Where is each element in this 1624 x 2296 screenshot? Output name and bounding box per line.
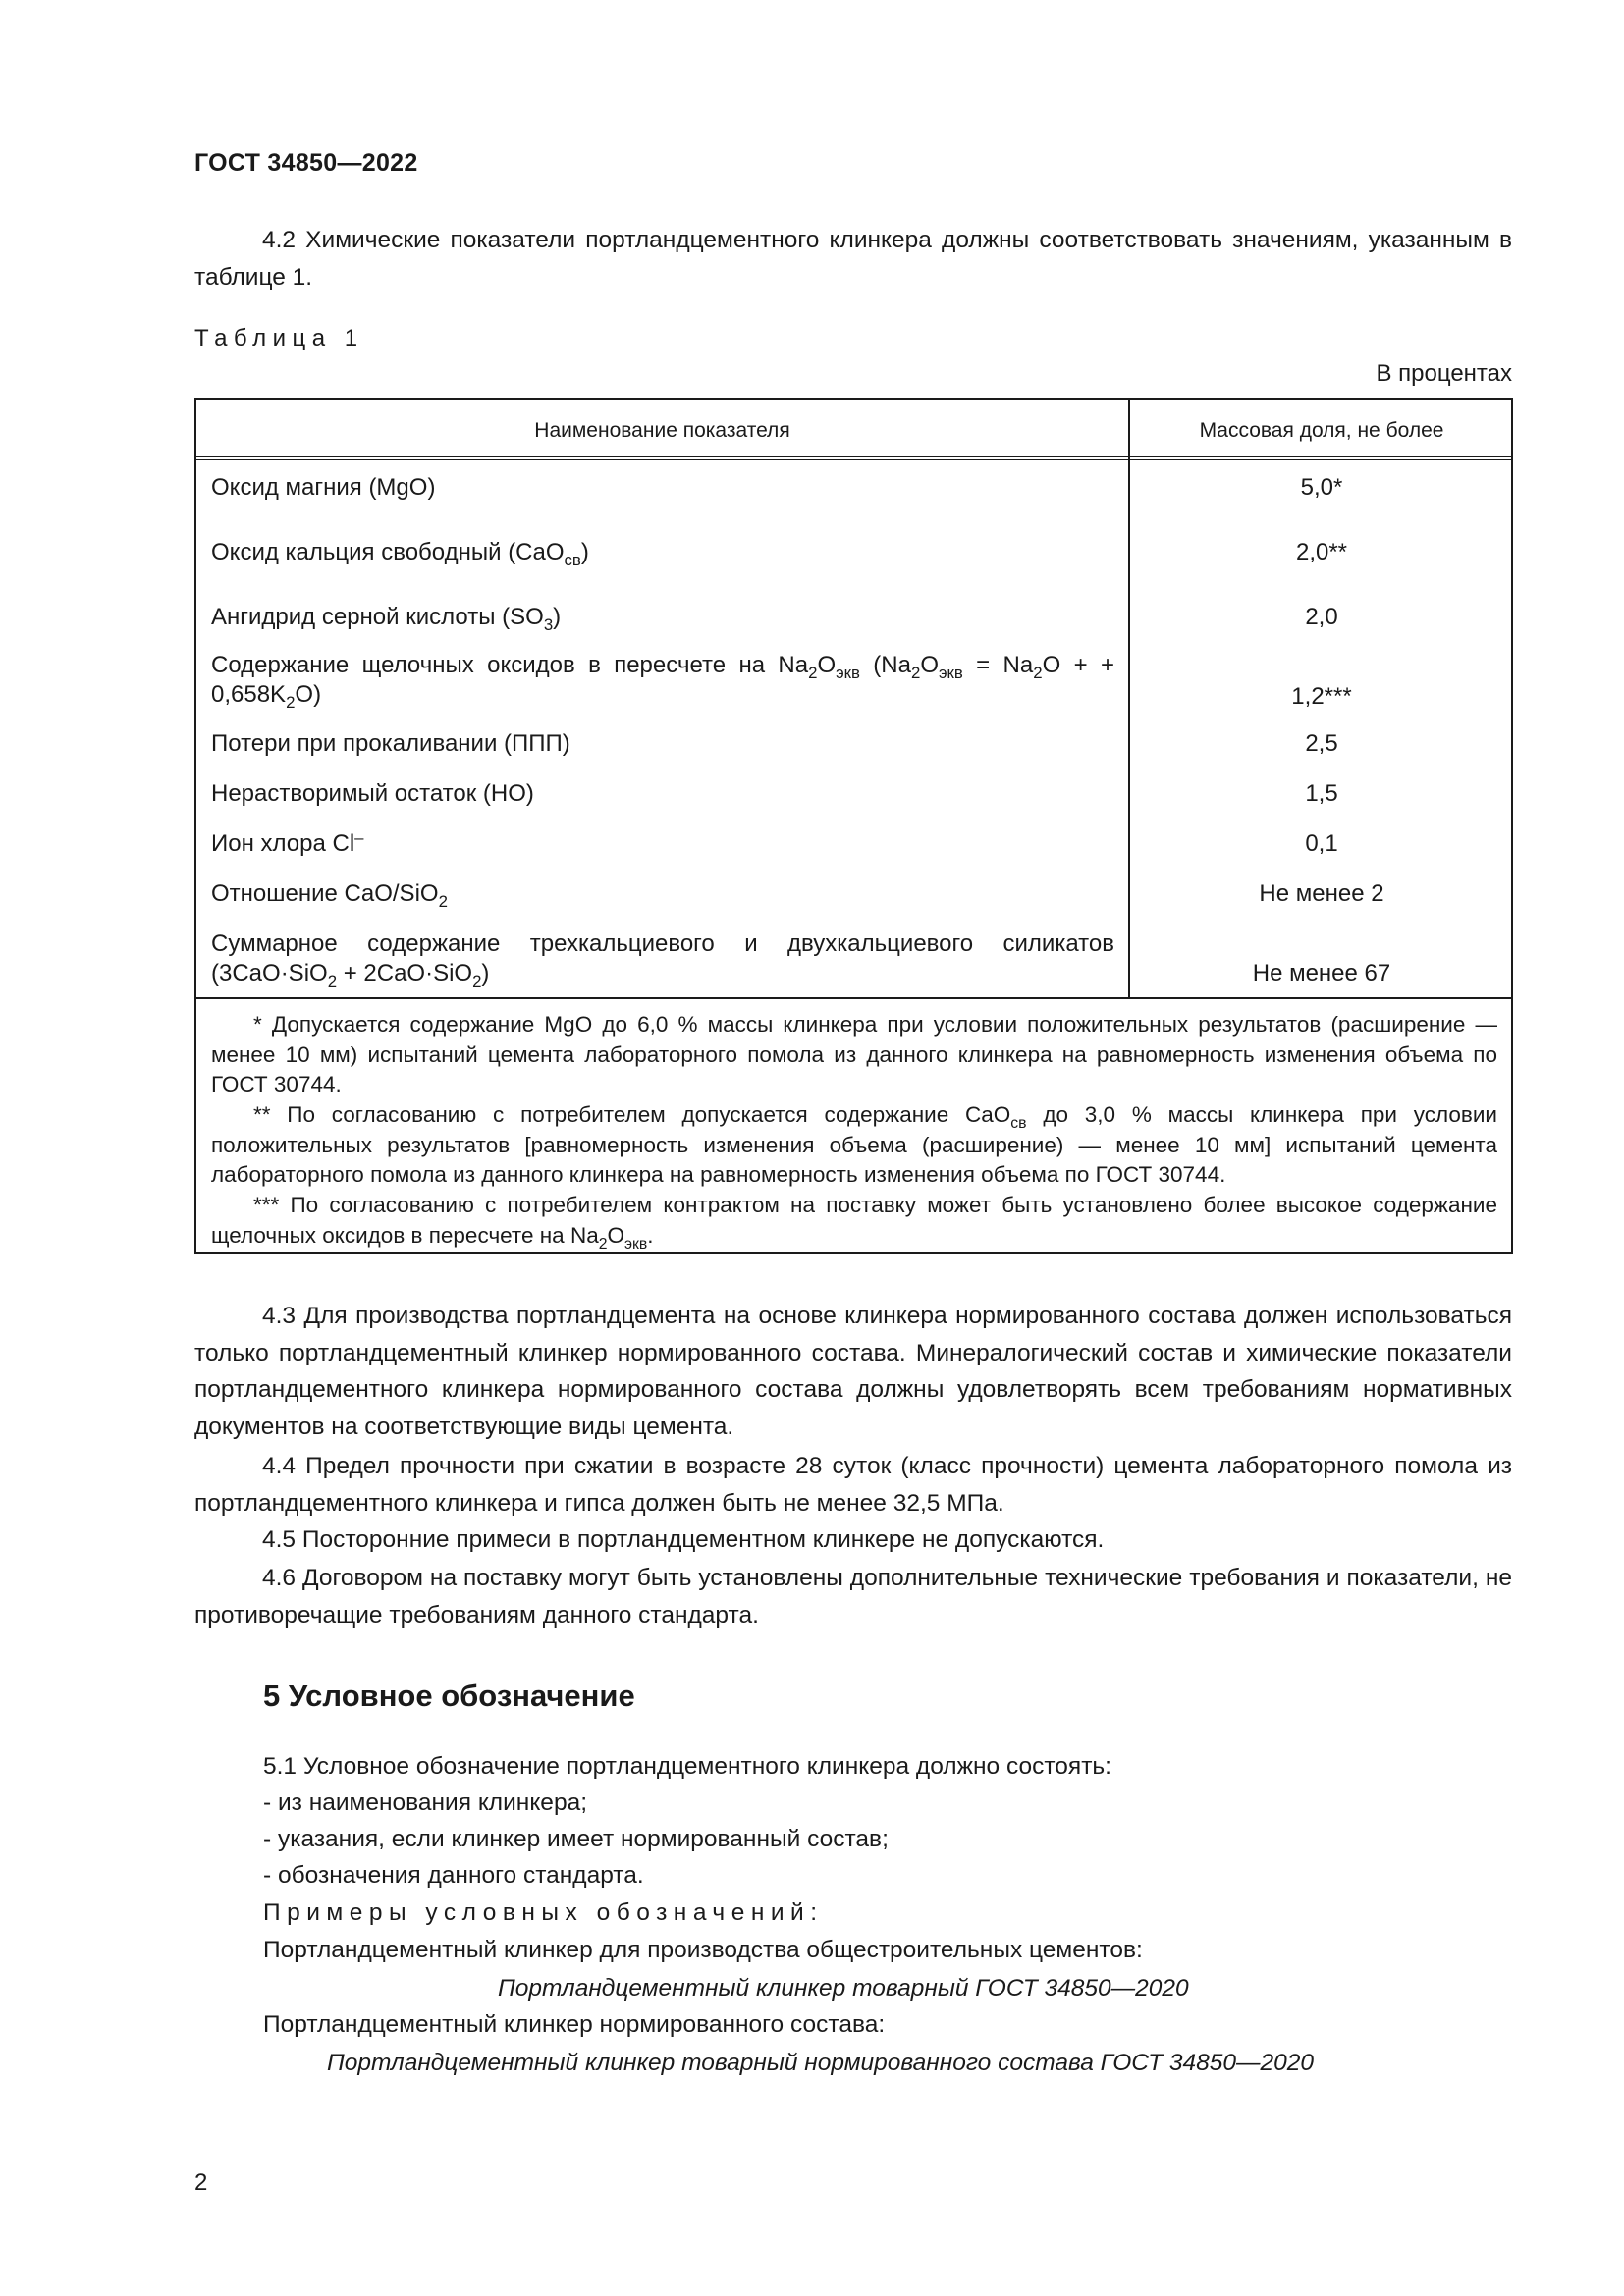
table-title: Таблица 1 bbox=[194, 325, 364, 351]
page-number: 2 bbox=[194, 2169, 208, 2196]
row-name-mgo: Оксид магния (MgO) bbox=[211, 474, 436, 501]
row-name-ppp: Потери при прокаливании (ППП) bbox=[211, 730, 570, 757]
header-indicator-name: Наименование показателя bbox=[534, 419, 790, 442]
paragraph-4-4: 4.4 Предел прочности при сжатии в возрасте 28 суток (класс прочности) цемента лабораторного помола из портландцементного клинкера и гипса должен быть не менее 32,5 МПа. bbox=[194, 1453, 1512, 1517]
paragraph-4-6: 4.6 Договором на поставку могут быть установлены дополнительные технические требования и показатели, не противоречащие требованиям данного стандарта. bbox=[194, 1565, 1512, 1629]
row-name-so3: Ангидрид серной кислоты $(SO_3)$ bbox=[211, 604, 562, 634]
notes-divider bbox=[196, 997, 1511, 999]
table-1 bbox=[194, 398, 1513, 1254]
table-note-2: ** По согласованию с потребителем допускается содержание CaO$_{св}$ до 3,0 % массы клинкера при условии положительных результатов [равномерность изменения объема (расширение) — менее 10 мм] испытаний цемента лабораторного помола из данного клинкера на равномерность изменения объема по ГОСТ 30744. bbox=[211, 1102, 1497, 1187]
example-2-label: Портландцементный клинкер нормированного состава: bbox=[263, 2011, 886, 2038]
row-name-silicates: Суммарное содержание трехкальциевого и двухкальциевого силикатов (3CaO·SiO$_2$ + 2CaO·SiO$_2$) bbox=[211, 931, 1114, 990]
paragraph-4-2: 4.2 Химические показатели портландцементного клинкера должны соответствовать значениям, указанным в таблице 1. bbox=[194, 227, 1512, 291]
list-item: - обозначения данного стандарта. bbox=[263, 1862, 644, 1889]
example-1-label: Портландцементный клинкер для производства общестроительных цементов: bbox=[263, 1937, 1143, 1963]
row-value-so3: 2,0 bbox=[1305, 604, 1338, 630]
row-value-mgo: 5,0* bbox=[1300, 474, 1343, 501]
row-value-silicates: Не менее 67 bbox=[1252, 960, 1391, 987]
row-value-cao-free: 2,0** bbox=[1295, 539, 1348, 565]
example-1: Портландцементный клинкер товарный ГОСТ 34850—2020 bbox=[498, 1975, 1189, 2002]
row-value-alkali: 1,2*** bbox=[1291, 683, 1352, 710]
row-value-cao-sio2: Не менее 2 bbox=[1259, 881, 1384, 907]
row-name-cao-free: Оксид кальция свободный (CaO$_{св}$) bbox=[211, 539, 589, 569]
list-item: - из наименования клинкера; bbox=[263, 1789, 587, 1816]
paragraph-5-1: 5.1 Условное обозначение портландцементного клинкера должно состоять: bbox=[263, 1753, 1111, 1780]
examples-title: Примеры условных обозначений: bbox=[263, 1899, 824, 1926]
paragraph-4-3: 4.3 Для производства портландцемента на основе клинкера нормированного состава должен использоваться только портландцементный клинкер нормированного состава. Минералогический состав и химические показатели портландцементного клинкера нормированного состава должны удовлетворять всем требованиям нормативных документов на соответствующие виды цемента. bbox=[194, 1303, 1512, 1440]
section-5-heading: 5 Условное обозначение bbox=[263, 1679, 635, 1713]
row-name-cao-sio2: Отношение CaO/SiO$_2$ bbox=[211, 881, 448, 911]
row-name-alkali: Содержание щелочных оксидов в пересчете на $Na_2O_{экв}$ ($Na_2O_{экв} = Na_2O$ + + $0,658K_2O$) bbox=[211, 652, 1114, 712]
list-item: - указания, если клинкер имеет нормированный состав; bbox=[263, 1826, 889, 1852]
row-name-insoluble: Нерастворимый остаток (НО) bbox=[211, 780, 534, 807]
row-value-insoluble: 1,5 bbox=[1305, 780, 1338, 807]
table-units: В процентах bbox=[1376, 360, 1512, 387]
header-mass-fraction: Массовая доля, не более bbox=[1199, 419, 1444, 442]
table-note-1: * Допускается содержание MgO до 6,0 % массы клинкера при условии положительных результатов (расширение — менее 10 мм) испытаний цемента лабораторного помола из данного клинкера на равномерность изменения объема по ГОСТ 30744. bbox=[211, 1012, 1497, 1096]
row-value-chloride: 0,1 bbox=[1305, 830, 1338, 857]
row-name-chloride: Ион хлора Cl– bbox=[211, 828, 364, 857]
row-value-ppp: 2,5 bbox=[1305, 730, 1338, 757]
document-id: ГОСТ 34850—2022 bbox=[194, 149, 418, 177]
paragraph-4-5: 4.5 Посторонние примеси в портландцементном клинкере не допускаются. bbox=[262, 1526, 1105, 1553]
example-2: Портландцементный клинкер товарный нормированного состава ГОСТ 34850—2020 bbox=[327, 2050, 1315, 2076]
table-note-3: *** По согласованию с потребителем контрактом на поставку может быть установлено более высокое содержание щелочных оксидов в пересчете на $Na_2O_{экв}$. bbox=[211, 1193, 1497, 1253]
